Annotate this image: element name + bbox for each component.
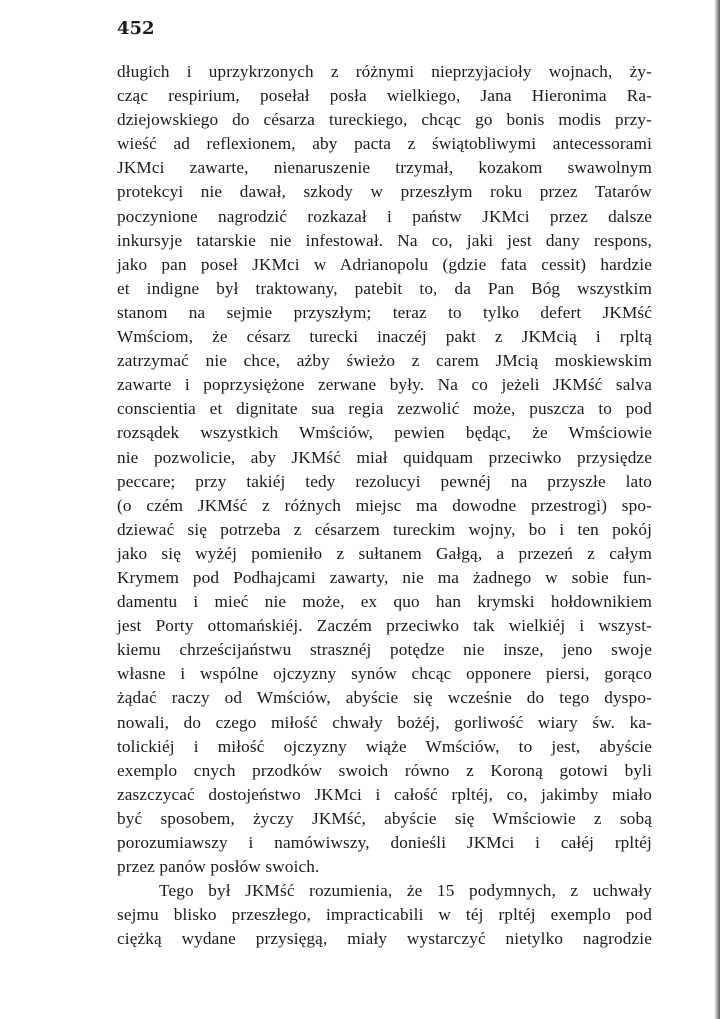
text-line: wieść ad reflexionem, aby pacta z świątobliwymi antecessorami <box>117 134 652 154</box>
text-line: być sposobem, życzy JKMść, abyście się Wmściowie z sobą <box>117 808 652 828</box>
text-line: Krymem pod Podhajcami zawarty, nie ma żadnego w sobie fun- <box>117 567 652 587</box>
text-line: ciężką wydane przysięgą, miały wystarczyć nietylko nagrodzie <box>117 929 652 949</box>
paragraph-1 <box>117 60 652 879</box>
text-line: inkursyje tatarskie nie infestował. Na co, jaki jest dany respons, <box>117 230 652 250</box>
text-line: nowali, do czego miłość chwały bożéj, gorliwość wiary św. ka- <box>117 712 652 732</box>
text-line: porozumiawszy i namówiwszy, donieśli JKMci i całéj rpltéj <box>117 833 652 852</box>
text-line: peccare; przy takiéj tedy rezolucyi pewnéj na przyszłe lato <box>117 471 652 491</box>
text-line: Wmściom, że césarz turecki inaczéj pakt z JKMcią i rpltą <box>117 327 652 347</box>
text-line: Tego był JKMść rozumienia, że 15 podymnych, z uchwały <box>159 881 652 901</box>
text-line: żądać raczy od Wmściów, abyście się wcześnie do tego dyspo- <box>117 688 652 708</box>
text-line: stanom na sejmie przyszłym; teraz to tylko defert JKMść <box>117 302 652 322</box>
text-line: exemplo cnych przodków swoich równo z Koroną gotowi byli <box>117 760 652 780</box>
text-line: dziejowskiego do césarza tureckiego, chcąc go bonis modis przy- <box>117 110 652 130</box>
text-line: jako się wyżéj pomieniło z sułtanem Gałgą, a przezeń z całym <box>117 543 652 563</box>
text-line: dziewać się potrzeba z césarzem tureckim wojny, bo i ten pokój <box>117 519 652 539</box>
scan-edge-shadow <box>714 0 720 1019</box>
text-line: kiemu chrześcijaństwu strasznéj potędze nie insze, jeno swoje <box>117 640 652 660</box>
text-line: przez panów posłów swoich. <box>117 857 320 877</box>
text-line: jako pan poseł JKMci w Adrianopolu (gdzie fata cessit) hardzie <box>117 254 652 274</box>
text-line: JKMci zawarte, nienaruszenie trzymał, kozakom swawolnym <box>117 158 652 178</box>
text-line: conscientia et dignitate sua regia zezwolić może, puszcza to pod <box>117 399 652 419</box>
text-line: cząc respirium, posełał posła wielkiego, Jana Hieronima Ra- <box>117 86 652 106</box>
text-line: poczynione nagrodzić rozkazał i państw JKMci przez dalsze <box>117 206 652 226</box>
text-line: zawarte i poprzysiężone zerwane były. Na co jeżeli JKMść salva <box>117 375 652 395</box>
text-line: zaszczycać dostojeństwo JKMci i całość rpltéj, co, jakimby miało <box>117 784 652 804</box>
body-text <box>117 60 652 951</box>
paragraph-2 <box>117 879 652 951</box>
text-line: et indigne był traktowany, patebit to, da Pan Bóg wszystkim <box>117 278 652 298</box>
text-line: długich i uprzykrzonych z różnymi nieprzyjacioły wojnach, ży- <box>117 62 652 81</box>
text-line: (o czém JKMść z różnych miejsc ma dowodne przestrogi) spo- <box>117 495 652 515</box>
text-line: tolickiéj i miłość ojczyzny wiąże Wmściów, to jest, abyście <box>117 736 652 756</box>
text-line: jest Porty ottomańskiéj. Zaczém przeciwko tak wielkiéj i wszyst- <box>117 616 652 636</box>
page-number: 452 <box>117 18 155 39</box>
text-line: zatrzymać nie chce, ażby świeżo z carem JMcią moskiewskim <box>117 351 652 371</box>
text-line: sejmu blisko przeszłego, impracticabili w téj rpltéj exemplo pod <box>117 905 652 925</box>
text-line: nie pozwolicie, aby JKMść miał quidquam przeciwko przysiędze <box>117 447 652 467</box>
text-line: protekcyi nie dawał, szkody w przeszłym roku przez Tatarów <box>117 182 652 202</box>
text-line: rozsądek wszystkich Wmściów, pewien będąc, że Wmściowie <box>117 423 652 443</box>
text-line: damentu i mieć nie może, ex quo han krymski hołdownikiem <box>117 592 652 612</box>
text-line: własne i wspólne ojczyzny synów chcąc opponere piersi, gorąco <box>117 664 652 684</box>
